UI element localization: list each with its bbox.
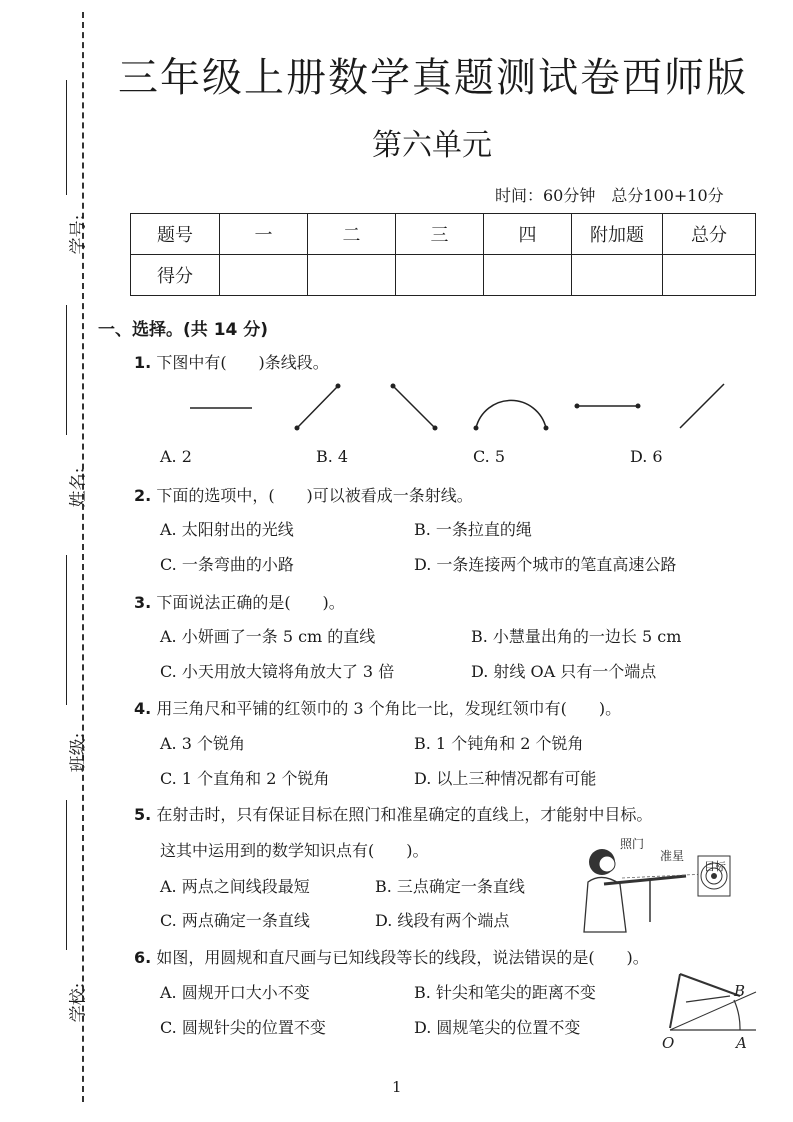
side-underline <box>66 800 67 950</box>
side-underline <box>66 80 67 195</box>
score-input-cell[interactable] <box>572 255 663 296</box>
question-number: 2. <box>134 486 152 505</box>
compass-illustration <box>656 966 766 1052</box>
endpoint-dot <box>575 404 580 409</box>
option-d[interactable]: D. 圆规笔尖的位置不变 <box>414 1018 581 1037</box>
option-c[interactable]: C. 两点确定一条直线 <box>160 911 310 930</box>
score-input-cell[interactable] <box>220 255 308 296</box>
question-text: 下面的选项中，( )可以被看成一条射线。 <box>156 486 473 505</box>
table-cell: 附加题 <box>572 214 663 255</box>
school-label: 学校: <box>68 982 89 1023</box>
endpoint-dot <box>544 426 549 431</box>
option-b[interactable]: B. 一条拉直的绳 <box>414 520 532 539</box>
name-label: 姓名: <box>68 467 89 508</box>
score-input-cell[interactable] <box>396 255 484 296</box>
question-2 <box>134 483 473 506</box>
question-number: 3. <box>134 593 152 612</box>
option-b[interactable]: B. 针尖和笔尖的距离不变 <box>414 983 596 1002</box>
score-table <box>130 213 756 296</box>
question-number: 5. <box>134 805 152 824</box>
point-label-b: B <box>734 982 746 1000</box>
question-text: 在射击时，只有保证目标在照门和准星确定的直线上，才能射中目标。 <box>156 805 653 824</box>
option-b[interactable]: B. 1 个钝角和 2 个锐角 <box>414 734 584 753</box>
class-label: 班级: <box>68 732 89 773</box>
option-c[interactable]: C. 小天用放大镜将角放大了 3 倍 <box>160 662 395 681</box>
point-label-o: O <box>662 1034 675 1052</box>
table-cell: 二 <box>308 214 396 255</box>
point-label-a: A <box>736 1034 747 1052</box>
question-text: 下面说法正确的是( )。 <box>156 593 345 612</box>
figure-label-rear-sight: 照门 <box>620 837 645 851</box>
target-ring <box>711 873 717 879</box>
table-cell: 总分 <box>663 214 756 255</box>
option-b[interactable]: B. 三点确定一条直线 <box>375 877 525 896</box>
table-cell: 一 <box>220 214 308 255</box>
page-number: 1 <box>392 1078 402 1096</box>
option-d[interactable]: D. 线段有两个端点 <box>375 911 510 930</box>
option-a[interactable]: A. 圆规开口大小不变 <box>160 983 310 1002</box>
question-number: 1. <box>134 353 152 372</box>
table-cell: 三 <box>396 214 484 255</box>
arc-figure <box>476 400 546 428</box>
endpoint-dot <box>636 404 641 409</box>
shooting-illustration <box>574 832 744 940</box>
endpoint-dot <box>433 426 438 431</box>
section-heading: 一、选择。(共 14 分) <box>98 320 269 340</box>
question-5 <box>134 802 652 825</box>
shooter-body <box>584 877 626 932</box>
exam-title: 三年级上册数学真题测试卷西师版 <box>118 55 748 101</box>
option-c[interactable]: C. 1 个直角和 2 个锐角 <box>160 769 330 788</box>
score-input-cell[interactable] <box>663 255 756 296</box>
table-cell: 题号 <box>131 214 220 255</box>
option-b[interactable]: B. 4 <box>316 447 349 466</box>
endpoint-dot <box>336 384 341 389</box>
question-text: 下图中有( )条线段。 <box>156 353 329 372</box>
figure-label-target: 目标 <box>704 860 726 873</box>
unit-title: 第六单元 <box>372 128 492 163</box>
question-6 <box>134 945 649 968</box>
shooter-face <box>599 856 615 872</box>
option-d[interactable]: D. 6 <box>630 447 663 466</box>
option-c[interactable]: C. 5 <box>473 447 506 466</box>
figure-label-front-sight: 准星 <box>660 849 685 863</box>
table-cell: 四 <box>484 214 572 255</box>
option-c[interactable]: C. 一条弯曲的小路 <box>160 555 294 574</box>
option-d[interactable]: D. 射线 OA 只有一个端点 <box>471 662 657 681</box>
score-table-header-row <box>131 214 756 255</box>
table-cell: 得分 <box>131 255 220 296</box>
score-input-cell[interactable] <box>484 255 572 296</box>
question-1 <box>134 350 329 373</box>
time-info: 时间：60分钟 总分100+10分 <box>495 186 724 205</box>
segment-figure <box>393 386 435 428</box>
line-figures <box>180 378 740 438</box>
endpoint-dot <box>391 384 396 389</box>
score-input-cell[interactable] <box>308 255 396 296</box>
question-4 <box>134 696 621 719</box>
compass-leg <box>680 974 740 996</box>
student-id-label: 学号: <box>68 214 89 255</box>
question-text: 用三角尺和平铺的红领巾的 3 个角比一比，发现红领巾有( )。 <box>156 699 622 718</box>
side-underline <box>66 555 67 705</box>
option-d[interactable]: D. 一条连接两个城市的笔直高速公路 <box>414 555 677 574</box>
segment-figure <box>297 386 338 428</box>
option-d[interactable]: D. 以上三种情况都有可能 <box>414 769 597 788</box>
question-5-continued: 这其中运用到的数学知识点有( )。 <box>160 841 429 860</box>
option-b[interactable]: B. 小慧量出角的一边长 5 cm <box>471 627 682 646</box>
option-a[interactable]: A. 太阳射出的光线 <box>160 520 294 539</box>
line-figure <box>680 384 724 428</box>
question-3 <box>134 590 345 613</box>
question-text: 如图，用圆规和直尺画与已知线段等长的线段，说法错误的是( )。 <box>156 948 649 967</box>
rifle <box>604 876 686 884</box>
option-a[interactable]: A. 两点之间线段最短 <box>160 877 310 896</box>
question-number: 4. <box>134 699 152 718</box>
compass-arm <box>686 996 730 1002</box>
side-underline <box>66 305 67 435</box>
endpoint-dot <box>474 426 479 431</box>
question-number: 6. <box>134 948 152 967</box>
option-c[interactable]: C. 圆规针尖的位置不变 <box>160 1018 326 1037</box>
option-a[interactable]: A. 小妍画了一条 5 cm 的直线 <box>160 627 376 646</box>
binding-dashed-line <box>82 12 84 1102</box>
compass-leg <box>670 974 680 1028</box>
score-table-score-row <box>131 255 756 296</box>
arc <box>734 1000 740 1030</box>
option-a[interactable]: A. 2 <box>160 447 192 466</box>
endpoint-dot <box>295 426 300 431</box>
option-a[interactable]: A. 3 个锐角 <box>160 734 245 753</box>
